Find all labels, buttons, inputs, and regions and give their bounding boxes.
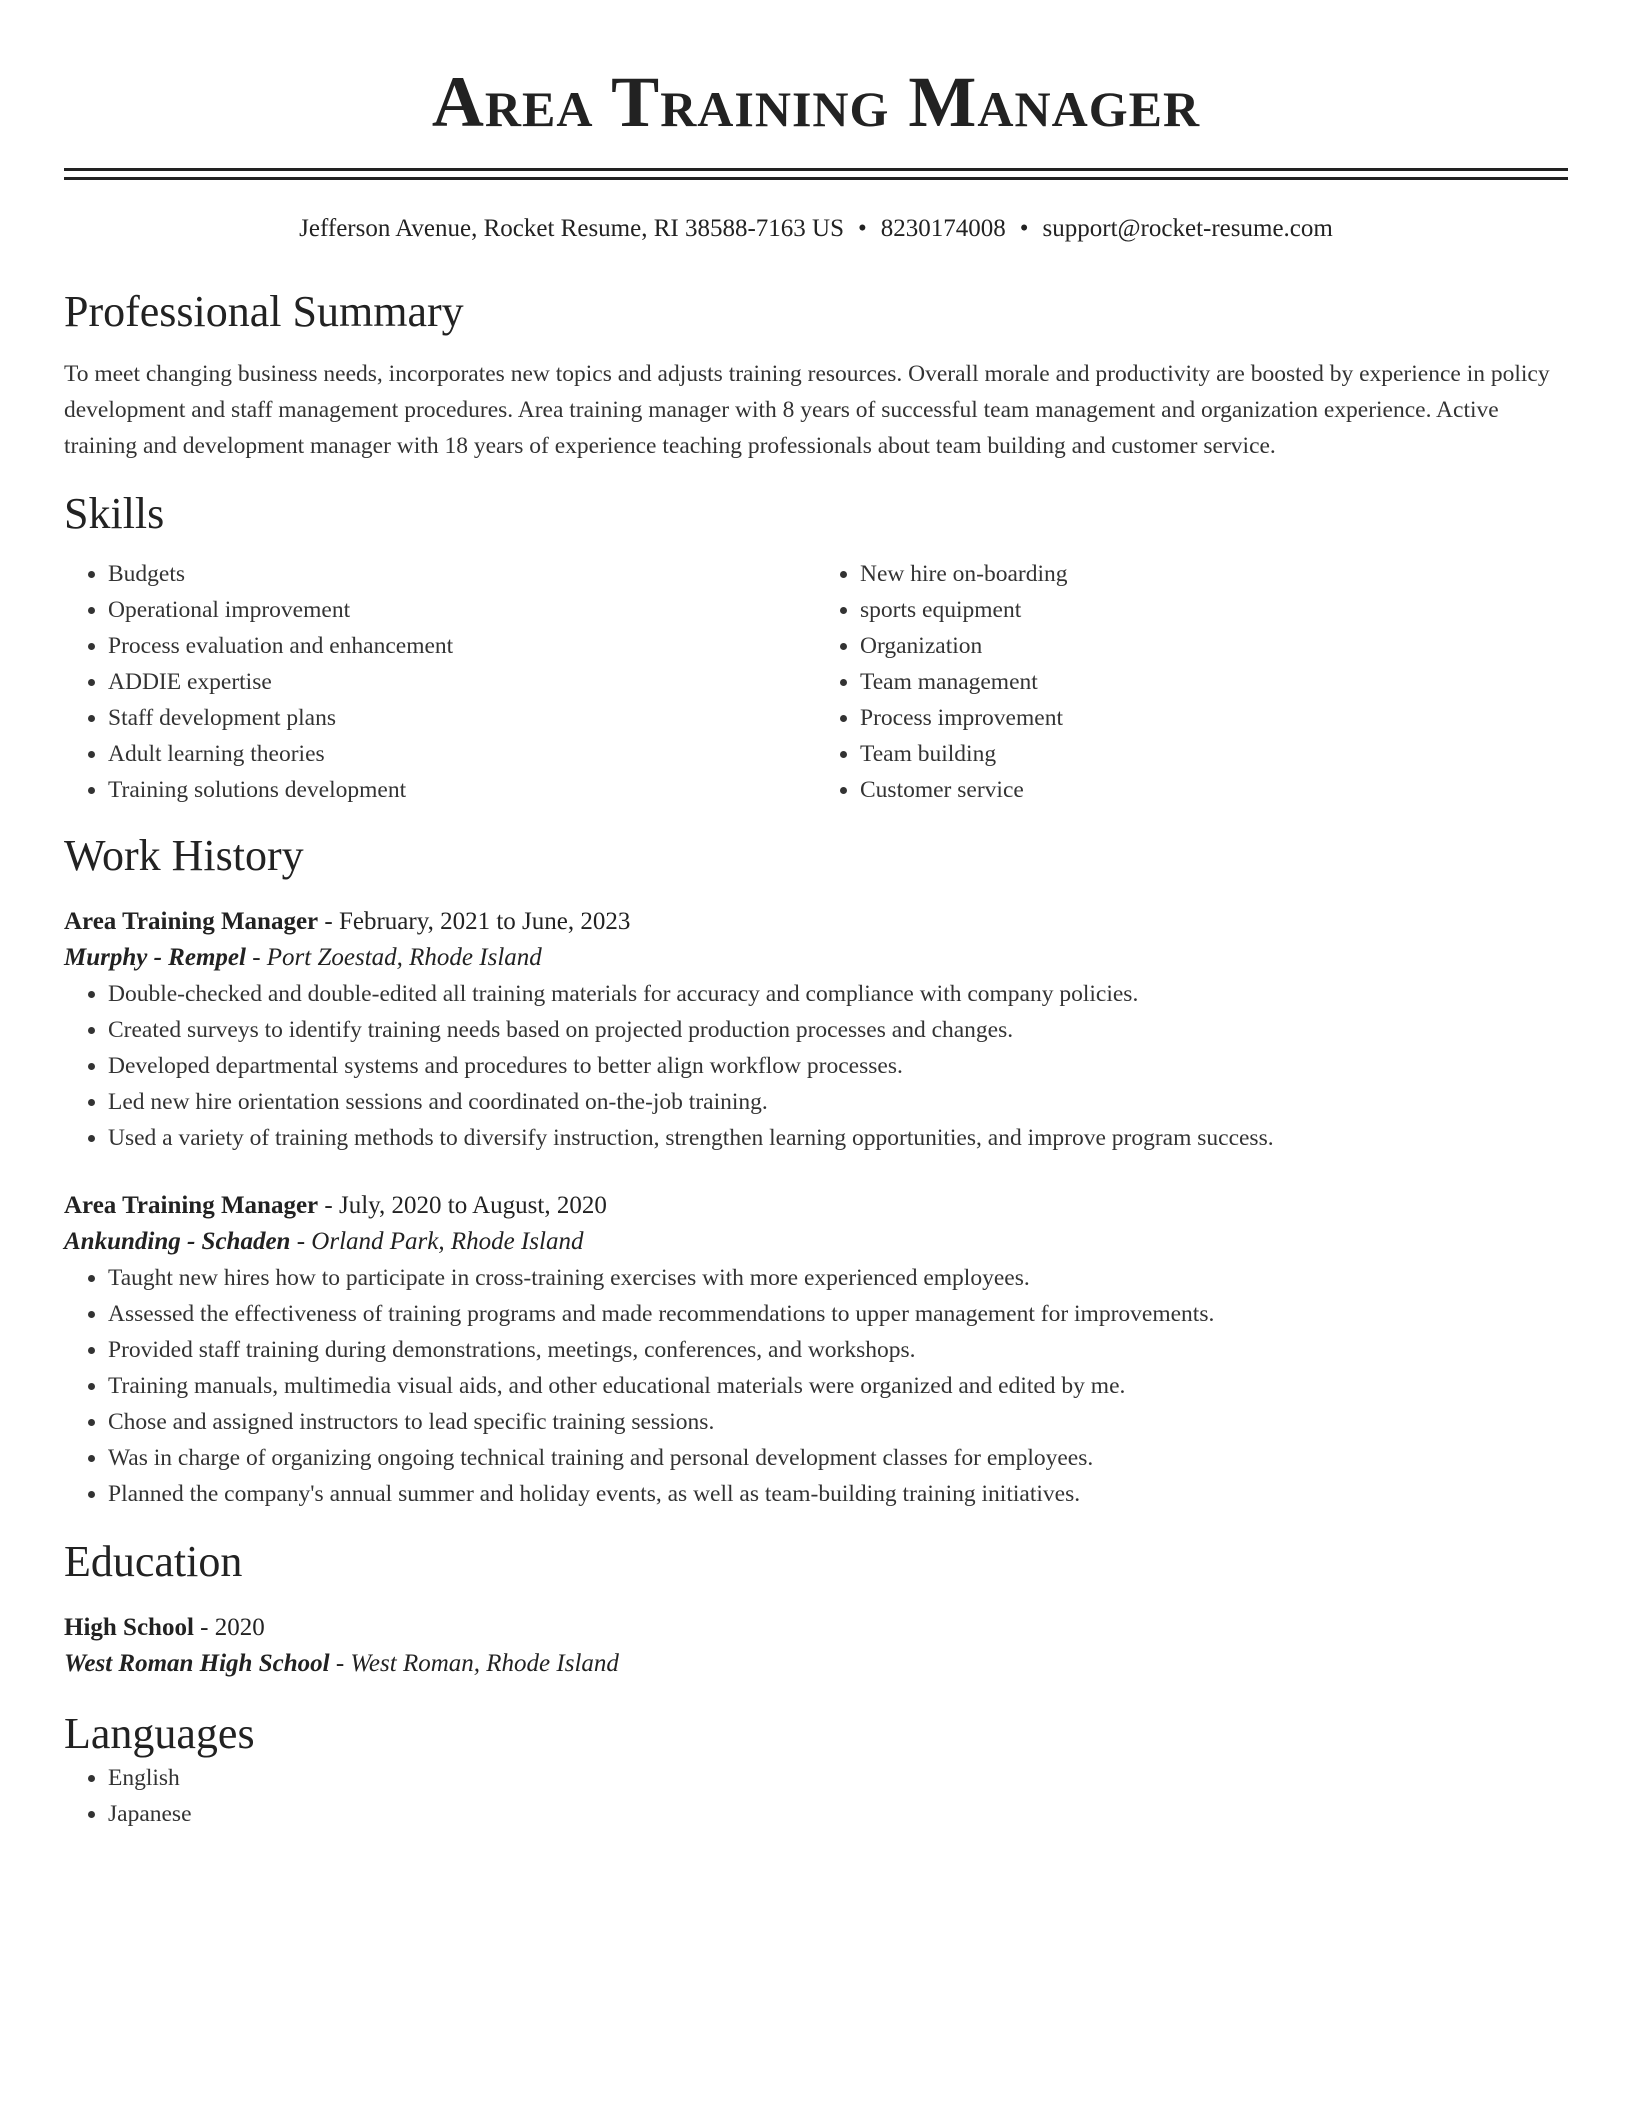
job-title-line [64, 1188, 1568, 1224]
job-duty: • Provided staff training during demonstrations, meetings, conferences, and workshops. [108, 1332, 1568, 1368]
skill-item: • Team management [860, 664, 1568, 700]
title-double-rule [64, 168, 1568, 180]
skill-item: • Process evaluation and enhancement [108, 628, 816, 664]
education-heading: Education [64, 1537, 243, 1586]
skills-left-list [64, 556, 816, 808]
skills-columns [64, 556, 1568, 808]
job-duty: • Developed departmental systems and procedures to better align workflow processes. [108, 1048, 1568, 1084]
company-line [64, 1224, 1568, 1260]
job-duty: • Taught new hires how to participate in cross-training exercises with more experienced employees. [108, 1260, 1568, 1296]
school-location: - West Roman, Rhode Island [329, 1650, 619, 1677]
job-dates: - July, 2020 to August, 2020 [318, 1192, 607, 1219]
skill-item: • ADDIE expertise [108, 664, 816, 700]
skills-right-list [816, 556, 1568, 808]
bullet-separator: • [858, 215, 867, 242]
job-duty: • Was in charge of organizing ongoing technical training and personal development classes for employees. [108, 1440, 1568, 1476]
job-title: Area Training Manager [64, 1192, 319, 1219]
job-duty: • Assessed the effectiveness of training programs and made recommendations to upper management for improvements. [108, 1296, 1568, 1332]
job-duty: • Used a variety of training methods to diversify instruction, strengthen learning opportunities, and improve program success. [108, 1120, 1568, 1156]
job-duties-list [64, 1260, 1568, 1512]
job-duties-list [64, 976, 1568, 1156]
company-name: Murphy - Rempel [64, 944, 246, 971]
graduation-year: - 2020 [193, 1614, 265, 1641]
job-duty: • Double-checked and double-edited all training materials for accuracy and compliance with company policies. [108, 976, 1568, 1012]
resume-title: Area Training Manager [431, 62, 1201, 142]
skills-heading: Skills [64, 489, 165, 538]
skill-item: • Customer service [860, 772, 1568, 808]
education-entry [64, 1610, 1568, 1682]
summary-heading: Professional Summary [64, 287, 464, 336]
job-title-line [64, 904, 1568, 940]
skill-item: • Team building [860, 736, 1568, 772]
skill-item: • Organization [860, 628, 1568, 664]
job-duty: • Chose and assigned instructors to lead specific training sessions. [108, 1404, 1568, 1440]
summary-text: To meet changing business needs, incorporates new topics and adjusts training resources. Overall morale and productivity are boosted by experience in policy development and staff management procedures. Area training manager with 8 years of successful team management and organization experience. Active training and development manager with 18 years of experience teaching professionals about team building and customer service. [64, 361, 1550, 459]
skill-item: • Process improvement [860, 700, 1568, 736]
skill-item: • sports equipment [860, 592, 1568, 628]
job-duty: • Led new hire orientation sessions and coordinated on-the-job training. [108, 1084, 1568, 1120]
contact-email: support@rocket-resume.com [1042, 215, 1333, 242]
job-dates: - February, 2021 to June, 2023 [318, 908, 631, 935]
skill-item: • Adult learning theories [108, 736, 816, 772]
contact-phone: 8230174008 [880, 215, 1006, 242]
languages-heading: Languages [64, 1709, 255, 1758]
job-duty: • Training manuals, multimedia visual aids, and other educational materials were organized and edited by me. [108, 1368, 1568, 1404]
bullet-separator: • [1019, 215, 1029, 242]
skill-item: • Budgets [108, 556, 816, 592]
company-line [64, 940, 1568, 976]
job-duty: • Created surveys to identify training needs based on projected production processes and changes. [108, 1012, 1568, 1048]
job-title: Area Training Manager [64, 908, 319, 935]
skill-item: • Staff development plans [108, 700, 816, 736]
contact-address: Jefferson Avenue, Rocket Resume, RI 38588-7163 US [299, 215, 844, 242]
school-line [64, 1646, 1568, 1682]
language-item: • English [108, 1760, 1568, 1796]
skill-item: • Operational improvement [108, 592, 816, 628]
job-duty: • Planned the company's annual summer and holiday events, as well as team-building training initiatives. [108, 1476, 1568, 1512]
job-entry [64, 904, 1568, 1156]
language-item: • Japanese [108, 1796, 1568, 1832]
job-entry [64, 1188, 1568, 1512]
degree: High School [64, 1614, 194, 1641]
skill-item: • New hire on-boarding [860, 556, 1568, 592]
company-name: Ankunding - Schaden [64, 1228, 291, 1255]
work-history-heading: Work History [64, 831, 304, 880]
languages-list [64, 1760, 1568, 1832]
skill-item: • Training solutions development [108, 772, 816, 808]
school-name: West Roman High School [64, 1650, 330, 1677]
contact-line [64, 214, 1568, 244]
degree-line [64, 1610, 1568, 1646]
company-location: - Port Zoestad, Rhode Island [245, 944, 542, 971]
company-location: - Orland Park, Rhode Island [290, 1228, 584, 1255]
